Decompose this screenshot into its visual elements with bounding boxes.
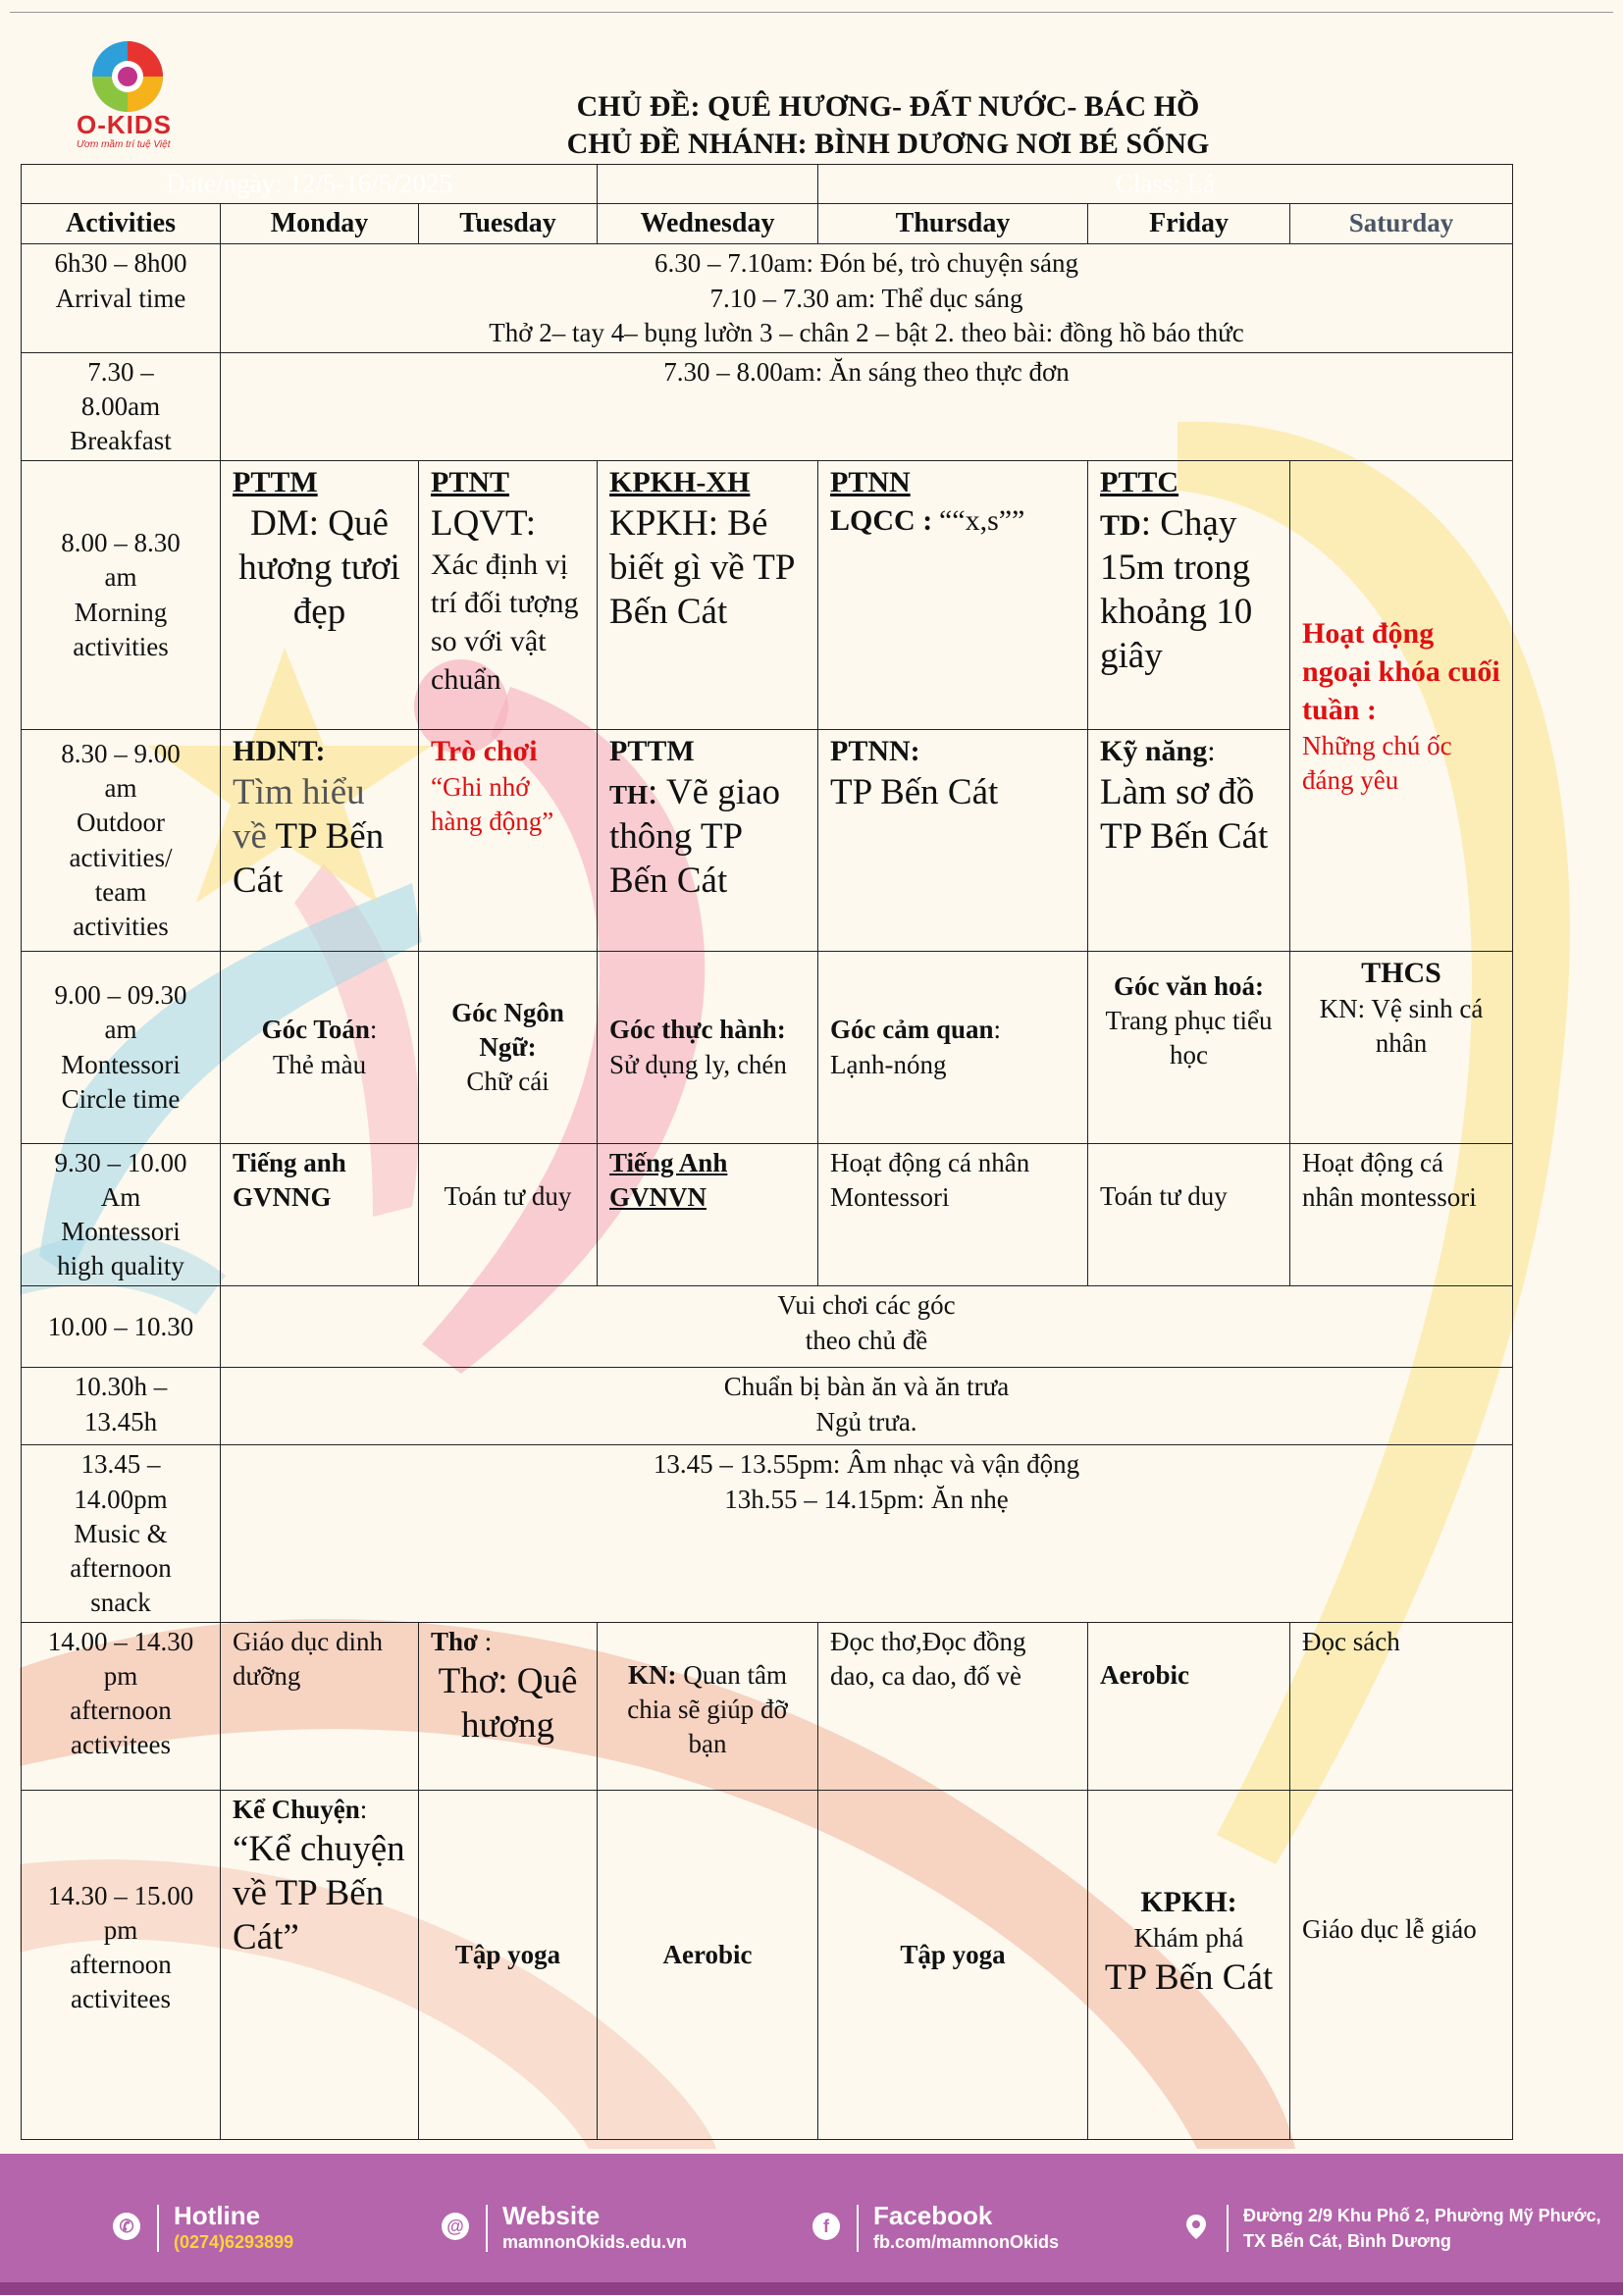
- time-line: Arrival time: [55, 283, 186, 313]
- row-afternoon-1: [22, 1622, 1513, 1790]
- lesson-title: : Chạy 15m trong khoảng 10 giây: [1100, 503, 1253, 677]
- address-line: TX Bến Cát, Bình Dương: [1243, 2231, 1451, 2252]
- hq-saturday: Hoạt động cá nhân montessori: [1290, 1144, 1513, 1286]
- afternoon1-thursday: Đọc thơ,Đọc đồng dao, ca dao, đố vè: [818, 1622, 1088, 1790]
- row-music-snack: [22, 1445, 1513, 1622]
- time-line: high quality: [57, 1251, 184, 1281]
- lunch-activity: [221, 1368, 1513, 1445]
- time-line: activities/: [69, 842, 173, 872]
- subject-code: PTNN:: [830, 735, 920, 768]
- col-activities: Activities: [22, 204, 221, 244]
- time-cell: [22, 244, 221, 352]
- facebook-icon: f: [812, 2213, 840, 2240]
- time-line: 13.45h: [83, 1406, 158, 1436]
- time-line: Montessori: [61, 1049, 181, 1079]
- extracurricular-activity: Những chú ốc đáng yêu: [1302, 730, 1452, 796]
- hq-friday: Toán tư duy: [1088, 1144, 1290, 1286]
- time-cell: 10.00 – 10.30: [22, 1286, 221, 1368]
- facebook-label: Facebook: [873, 2201, 993, 2230]
- time-line: 7.30 –: [87, 356, 154, 387]
- col-tuesday: Tuesday: [419, 204, 598, 244]
- row-morning: [22, 461, 1513, 730]
- separator: :: [477, 1626, 493, 1656]
- outdoor-monday: [221, 730, 419, 952]
- activity-line: Ngủ trưa.: [815, 1406, 917, 1436]
- afternoon1-saturday: Đọc sách: [1290, 1622, 1513, 1790]
- footer-divider: [857, 2205, 859, 2252]
- phone-icon: ✆: [113, 2213, 140, 2240]
- at-icon: @: [442, 2213, 469, 2240]
- game-title: “Ghi nhớ hàng động”: [431, 772, 554, 837]
- time-cell: [22, 1144, 221, 1286]
- subject-code: PTTC: [1100, 466, 1179, 499]
- corner-activity: Sử dụng ly, chén: [609, 1049, 787, 1079]
- subject-label: Kể Chuyện: [233, 1794, 360, 1824]
- subject-code: PTTM: [233, 466, 318, 499]
- circle-friday: [1088, 952, 1290, 1144]
- extracurricular-title: Hoạt động ngoại khóa cuối tuần :: [1302, 616, 1500, 726]
- time-line: Breakfast: [70, 425, 172, 455]
- header-row: [22, 165, 1513, 204]
- activity-line: Thở 2– tay 4– bụng lườn 3 – chân 2 – bật 2. theo bài: đồng hồ báo thức: [489, 317, 1244, 347]
- subject-code: PTNT: [431, 466, 510, 499]
- afternoon2-monday: Kể Chuyện: “Kể chuyện về TP Bến Cát”: [221, 1790, 419, 2139]
- time-line: am: [104, 562, 137, 593]
- time-line: Circle time: [61, 1083, 181, 1114]
- lesson-label: Khám phá: [1133, 1922, 1244, 1953]
- afternoon2-thursday: Tập yoga: [818, 1790, 1088, 2139]
- subject-label: KN:: [628, 1659, 677, 1690]
- saturday-extracurricular: [1290, 461, 1513, 952]
- time-line: afternoon: [70, 1950, 172, 1980]
- time-line: Morning: [74, 597, 168, 627]
- corners-activity: [221, 1286, 1513, 1368]
- time-cell: [22, 461, 221, 730]
- time-line: 8.30 – 9.00: [61, 739, 181, 769]
- time-line: activitees: [71, 1730, 171, 1760]
- time-line: team: [94, 876, 147, 907]
- footer-divider: [486, 2205, 488, 2252]
- row-lunch: [22, 1368, 1513, 1445]
- corner-label: Góc cảm quan: [830, 1015, 994, 1045]
- address-line: Đường 2/9 Khu Phố 2, Phường Mỹ Phước,: [1243, 2206, 1601, 2225]
- time-line: am: [104, 1015, 137, 1045]
- outdoor-thursday: [818, 730, 1088, 952]
- time-line: Music &: [74, 1518, 168, 1548]
- circle-tuesday: [419, 952, 598, 1144]
- hq-wednesday: Tiếng Anh GVNVN: [598, 1144, 818, 1286]
- time-line: activitees: [71, 1984, 171, 2014]
- subject-code: HDNT:: [233, 735, 326, 768]
- outdoor-wednesday: [598, 730, 818, 952]
- hq-tuesday: Toán tư duy: [419, 1144, 598, 1286]
- time-line: Outdoor: [77, 808, 165, 838]
- arrival-activities: [221, 244, 1513, 352]
- time-line: 13.45 –: [80, 1449, 161, 1480]
- col-friday: Friday: [1088, 204, 1290, 244]
- lesson-title: : Vẽ giao thông TP Bến Cát: [609, 772, 780, 902]
- lesson-label: Tìm hiểu về: [233, 772, 365, 858]
- music-activity: [221, 1445, 1513, 1622]
- website-url: mamnonOkids.edu.vn: [502, 2232, 688, 2252]
- time-line: 9.30 – 10.00: [54, 1148, 187, 1178]
- time-line: 9.00 – 09.30: [54, 980, 187, 1011]
- afternoon2-friday: [1088, 1790, 1290, 2139]
- corner-label: Góc thực hành:: [609, 1015, 786, 1045]
- afternoon1-wednesday: [598, 1622, 818, 1790]
- hq-monday: Tiếng anh GVNNG: [221, 1144, 419, 1286]
- lesson-label: TH: [609, 780, 649, 810]
- row-montessori-hq: [22, 1144, 1513, 1286]
- lesson-title: TP Bến Cát: [233, 816, 385, 902]
- circle-thursday: Góc cảm quan: Lạnh-nóng: [818, 952, 1088, 1144]
- row-corners: [22, 1286, 1513, 1368]
- corner-label: Góc văn hoá:: [1114, 971, 1265, 1002]
- corner-label: Góc Toán: [261, 1015, 370, 1045]
- row-outdoor: [22, 730, 1513, 952]
- address-text: [1243, 2203, 1601, 2254]
- time-line: 14.30 – 15.00: [47, 1880, 194, 1910]
- lesson-label: LQVT:: [431, 503, 537, 545]
- footer-bottom-bar: [0, 2282, 1623, 2295]
- hotline-number: (0274)6293899: [174, 2232, 294, 2252]
- time-line: 10.30h –: [74, 1372, 168, 1402]
- col-wednesday: Wednesday: [598, 204, 818, 244]
- time-line: pm: [103, 1914, 138, 1945]
- activity-line: theo chủ đề: [805, 1325, 928, 1355]
- lesson-title: DM: Quê hương tươi đẹp: [238, 503, 400, 633]
- website-label: Website: [502, 2201, 601, 2230]
- corner-label: Góc Ngôn Ngữ:: [451, 997, 564, 1062]
- time-line: Montessori: [61, 1217, 181, 1247]
- time-line: activities: [73, 911, 169, 941]
- row-breakfast: [22, 352, 1513, 460]
- lesson-title: Thơ: Quê hương: [438, 1660, 578, 1747]
- lesson-title: Xác định vị trí đối tượng so với vật chuẩn: [431, 548, 579, 697]
- footer-divider: [1227, 2205, 1229, 2252]
- time-line: 8.00am: [80, 391, 161, 421]
- subject-code: PTTM: [609, 735, 695, 768]
- page-subtitle: CHỦ ĐỀ NHÁNH: BÌNH DƯƠNG NƠI BÉ SỐNG: [566, 128, 1210, 160]
- time-line: pm: [103, 1660, 138, 1691]
- lesson-title: TP Bến Cát: [830, 772, 999, 813]
- subject-code: Kỹ năng: [1100, 735, 1208, 768]
- col-monday: Monday: [221, 204, 419, 244]
- activity-line: 6.30 – 7.10am: Đón bé, trò chuyện sáng: [654, 248, 1078, 279]
- morning-monday: [221, 461, 419, 730]
- time-line: snack: [90, 1587, 151, 1617]
- morning-thursday: [818, 461, 1088, 730]
- morning-wednesday: [598, 461, 818, 730]
- time-cell: [22, 952, 221, 1144]
- header-blank: [598, 165, 818, 204]
- time-line: 8.00 – 8.30: [61, 528, 181, 558]
- corner-activity: Thẻ màu: [272, 1049, 367, 1079]
- time-line: activities: [73, 631, 169, 661]
- afternoon1-tuesday: [419, 1622, 598, 1790]
- corner-activity: Lạnh-nóng: [830, 1049, 947, 1079]
- activity-line: 13.45 – 13.55pm: Âm nhạc và vận động: [653, 1449, 1080, 1480]
- colon: :: [1207, 735, 1216, 768]
- time-cell: [22, 1622, 221, 1790]
- activity-line: Vui chơi các góc: [777, 1290, 956, 1321]
- circle-saturday: [1290, 952, 1513, 1144]
- time-line: am: [104, 773, 137, 804]
- breakfast-activity: 7.30 – 8.00am: Ăn sáng theo thực đơn: [221, 352, 1513, 460]
- logo-text: O-KIDS: [77, 110, 172, 139]
- row-arrival: [22, 244, 1513, 352]
- time-line: afternoon: [70, 1696, 172, 1726]
- lesson-title: ““x,s””: [938, 504, 1025, 538]
- circle-monday: Góc Toán: Thẻ màu: [221, 952, 419, 1144]
- time-cell: [22, 1445, 221, 1622]
- afternoon2-saturday: Giáo dục lễ giáo: [1290, 1790, 1513, 2139]
- time-line: 6h30 – 8h00: [54, 248, 187, 279]
- morning-tuesday: [419, 461, 598, 730]
- time-cell: [22, 1368, 221, 1445]
- afternoon1-friday: Aerobic: [1088, 1622, 1290, 1790]
- lesson-title: Làm sơ đồ TP Bến Cát: [1100, 772, 1269, 858]
- logo-slogan: Ươm mầm trí tuệ Việt: [77, 139, 171, 150]
- time-line: Am: [100, 1182, 141, 1213]
- activity-line: 13h.55 – 14.15pm: Ăn nhẹ: [724, 1484, 1009, 1514]
- subject-label: Thơ: [431, 1626, 478, 1656]
- corner-activity: KN: Vệ sinh cá nhân: [1319, 994, 1484, 1059]
- lesson-title: TP Bến Cát: [1104, 1957, 1274, 1998]
- time-cell: [22, 352, 221, 460]
- footer: [0, 2154, 1623, 2295]
- time-line: 14.00 – 14.30: [47, 1626, 194, 1656]
- activity-line: Chuẩn bị bàn ăn và ăn trưa: [723, 1372, 1010, 1402]
- lesson-title: Quan tâm chia sẽ giúp đỡ bạn: [627, 1659, 788, 1759]
- afternoon2-tuesday: Tập yoga: [419, 1790, 598, 2139]
- time-line: 14.00pm: [74, 1484, 168, 1514]
- lesson-label: LQCC :: [830, 504, 933, 538]
- class-name: Class: Lá: [818, 165, 1513, 204]
- afternoon2-wednesday: Aerobic: [598, 1790, 818, 2139]
- subject-label: KPKH:: [1140, 1885, 1237, 1918]
- hotline-label: Hotline: [174, 2201, 261, 2230]
- afternoon1-monday: Giáo dục dinh dưỡng: [221, 1622, 419, 1790]
- weekly-schedule-table: [21, 164, 1513, 2140]
- subject-code: PTNN: [830, 466, 911, 499]
- row-afternoon-2: [22, 1790, 1513, 2139]
- row-circle-time: [22, 952, 1513, 1144]
- page-title: CHỦ ĐỀ: QUÊ HƯƠNG- ĐẤT NƯỚC- BÁC HỒ: [576, 90, 1200, 123]
- activity-line: 7.10 – 7.30 am: Thể dục sáng: [709, 283, 1023, 313]
- time-line: afternoon: [70, 1552, 172, 1583]
- lesson-label: TD: [1100, 509, 1141, 543]
- location-pin-icon: [1182, 2213, 1210, 2240]
- time-cell: [22, 1790, 221, 2139]
- col-thursday: Thursday: [818, 204, 1088, 244]
- days-row: [22, 204, 1513, 244]
- corner-activity: Chữ cái: [466, 1067, 550, 1097]
- outdoor-friday: [1088, 730, 1290, 952]
- lesson-title: “Kể chuyện về TP Bến Cát”: [233, 1828, 405, 1958]
- footer-divider: [157, 2205, 159, 2252]
- col-saturday: Saturday: [1290, 204, 1513, 244]
- time-cell: [22, 730, 221, 952]
- subject-code: KPKH-XH: [609, 466, 751, 499]
- date-range: Date/ngày: 12/5-16/5/2025: [22, 165, 598, 204]
- corner-activity: Trang phục tiểu học: [1105, 1006, 1273, 1070]
- lesson-title: KPKH: Bé biết gì về TP Bến Cát: [609, 503, 795, 633]
- hq-thursday: Hoạt động cá nhân Montessori: [818, 1144, 1088, 1286]
- corner-label: THCS: [1361, 957, 1441, 990]
- circle-wednesday: [598, 952, 818, 1144]
- game-label: Trò chơi: [431, 735, 538, 768]
- morning-friday: [1088, 461, 1290, 730]
- outdoor-tuesday: [419, 730, 598, 952]
- facebook-url: fb.com/mamnonOkids: [873, 2232, 1060, 2252]
